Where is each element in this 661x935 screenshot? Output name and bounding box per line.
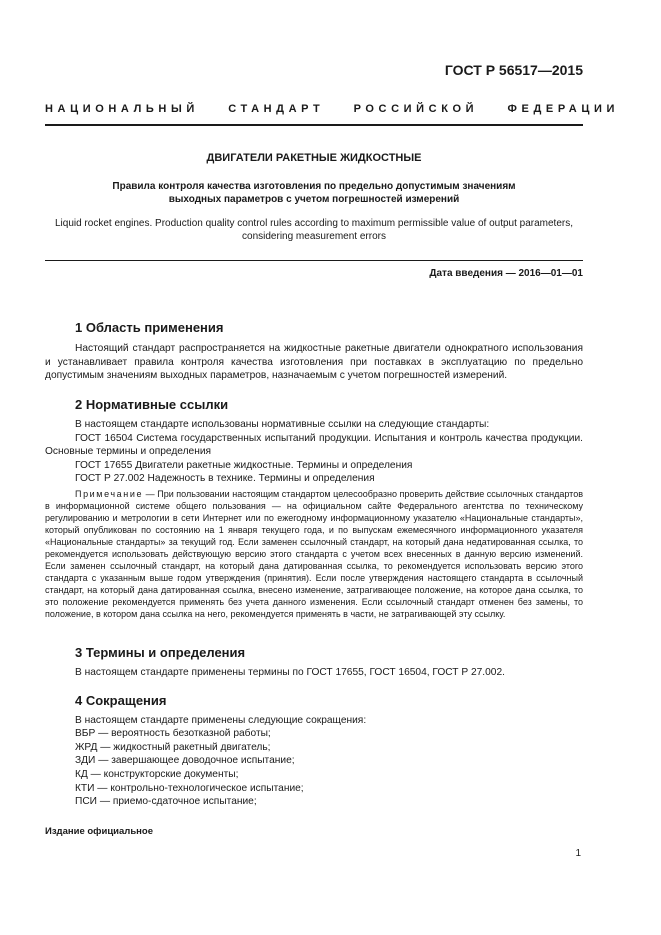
national-standard-banner: НАЦИОНАЛЬНЫЙ СТАНДАРТ РОССИЙСКОЙ ФЕДЕРАЦИИ: [45, 103, 619, 115]
title-divider: [45, 260, 583, 261]
official-edition-label: Издание официальное: [45, 826, 153, 837]
abbreviation-item: ПСИ — приемо-сдаточное испытание;: [75, 796, 257, 807]
header-divider: [45, 124, 583, 126]
english-title-line-1: Liquid rocket engines. Production quality control rules according to maximum permissible value of output parameters,: [54, 218, 574, 229]
reference-gost-16504: ГОСТ 16504 Система государственных испытаний продукции. Испытания и контроль качества продукции. Основные термины и определения: [45, 432, 583, 458]
introduction-date: Дата введения — 2016—01—01: [429, 268, 583, 279]
abbreviation-item: КТИ — контрольно-технологическое испытание;: [75, 783, 304, 794]
section-1-paragraph: Настоящий стандарт распространяется на жидкостные ракетные двигатели однократного использования и устанавливает правила контроля качества изготовления при поставках в эксплуатацию по предельно допустимым значениям выходных параметров, назначаемым с учетом погрешностей измерений.: [45, 343, 583, 382]
section-1-text: [45, 342, 583, 383]
english-title-line-2: considering measurement errors: [242, 231, 386, 242]
subtitle-line-1: Правила контроля качества изготовления по предельно допустимым значениям: [112, 181, 516, 192]
standard-title: ДВИГАТЕЛИ РАКЕТНЫЕ ЖИДКОСТНЫЕ: [206, 152, 422, 164]
page-number: 1: [575, 848, 581, 859]
section-3-heading: 3 Термины и определения: [75, 645, 246, 660]
section-2-note: [45, 488, 583, 620]
english-title: [45, 217, 583, 243]
abbreviation-item: ЗДИ — завершающее доводочное испытание;: [75, 755, 295, 766]
note-label: Примечание: [75, 489, 144, 499]
section-2-intro: В настоящем стандарте использованы нормативные ссылки на следующие стандарты:: [75, 419, 490, 430]
note-text: — При пользовании настоящим стандартом целесообразно проверить действие ссылочных стандартов в информационной системе общего пользования — на официальном сайте Федерального агентства по техническому регулированию и метрологии в сети Интернет или по ежегодному информационному указателю «Национальные стандарты», который опубликован по состоянию на 1 января текущего года, и по выпускам ежемесячного информационного указателя «Национальные стандарты» за текущий год. Если заменен ссылочный стандарт, на который дана недатированная ссылка, то рекомендуется использовать действующую версию этого стандарта с учетом всех внесенных в данную версию изменений. Если заменен ссылочный стандарт, на который дана датированная ссылка, то рекомендуется использовать версию этого стандарта с указанным выше годом утверждения (принятия). Если после утверждения настоящего стандарта в ссылочный стандарт, на который дана датированная ссылка, внесено изменение, затрагивающее положение, на которое дана ссылка, то это положение рекомендуется применять без учета данного изменения. Если ссылочный стандарт отменен без замены, то положение, в котором дана ссылка на него, рекомендуется применять в части, не затрагивающей эту ссылку.: [45, 489, 583, 619]
section-4-heading: 4 Сокращения: [75, 693, 167, 708]
section-3-body: [45, 666, 583, 680]
section-2-body: [45, 418, 583, 486]
subtitle-line-2: выходных параметров с учетом погрешностей измерений: [168, 194, 460, 205]
abbreviation-item: ЖРД — жидкостный ракетный двигатель;: [75, 742, 271, 753]
section-2-heading: 2 Нормативные ссылки: [75, 397, 229, 412]
document-number: ГОСТ Р 56517—2015: [444, 62, 583, 78]
abbreviation-item: КД — конструкторские документы;: [75, 769, 239, 780]
section-4-intro: В настоящем стандарте применены следующие сокращения:: [75, 715, 367, 726]
abbreviation-item: ВБР — вероятность безотказной работы;: [75, 728, 271, 739]
section-3-text: В настоящем стандарте применены термины по ГОСТ 17655, ГОСТ 16504, ГОСТ Р 27.002.: [75, 667, 505, 678]
reference-gost-17655: ГОСТ 17655 Двигатели ракетные жидкостные. Термины и определения: [75, 459, 413, 471]
reference-gost-r-27-002: ГОСТ Р 27.002 Надежность в технике. Термины и определения: [75, 473, 375, 485]
standard-subtitle: [45, 180, 583, 206]
section-1-heading: 1 Область применения: [75, 320, 224, 335]
